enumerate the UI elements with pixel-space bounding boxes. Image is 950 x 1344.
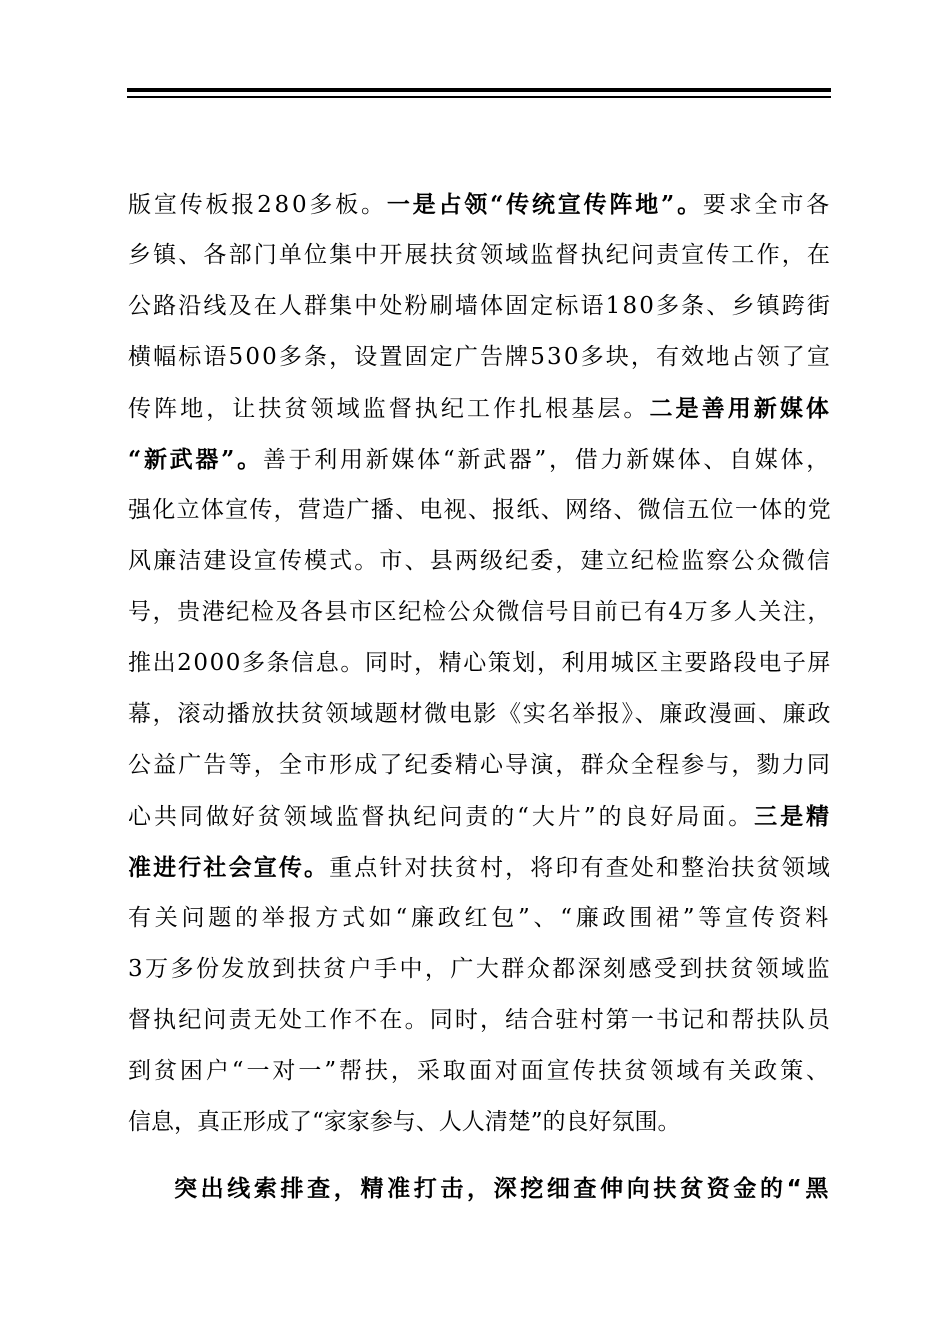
document-page xyxy=(128,179,832,1215)
text-run: 重点针对扶贫村，将印有查处和整治扶贫领域 xyxy=(329,855,832,881)
text-run: 公益广告等，全市形成了纪委精心导演，群众全程参与，勠力同 xyxy=(128,752,832,778)
paragraph-gap xyxy=(128,1148,832,1164)
text-line-content xyxy=(128,893,832,944)
text-line-content xyxy=(128,383,832,434)
text-line-content xyxy=(128,995,832,1046)
text-line-content xyxy=(128,791,832,842)
text-line xyxy=(128,842,832,893)
text-line-content xyxy=(128,689,832,740)
bold-run: “新武器”。 xyxy=(128,446,263,473)
text-line-content xyxy=(128,1097,681,1148)
text-line-content xyxy=(128,179,832,230)
text-line xyxy=(128,230,832,281)
text-run: 3万多份发放到扶贫户手中，广大群众都深刻感受到扶贫领域监 xyxy=(128,956,832,982)
text-run: 要求全市各 xyxy=(702,192,832,218)
section-heading xyxy=(128,1164,832,1215)
text-line xyxy=(128,1046,832,1097)
text-run: 有关问题的举报方式如“廉政红包”、“廉政围裙”等宣传资料 xyxy=(128,905,832,931)
text-line xyxy=(128,740,832,791)
text-line xyxy=(128,485,832,536)
text-run: 横幅标语500多条，设置固定广告牌530多块，有效地占领了宣 xyxy=(128,344,832,370)
text-line xyxy=(128,893,832,944)
text-line-content xyxy=(128,434,832,485)
text-run: 乡镇、各部门单位集中开展扶贫领域监督执纪问责宣传工作，在 xyxy=(128,242,832,268)
text-line xyxy=(128,179,832,230)
text-run: 心共同做好贫领域监督执纪问责的“大片”的良好局面。 xyxy=(128,804,755,830)
text-line xyxy=(128,638,832,689)
bold-run: 三是精 xyxy=(754,803,832,830)
text-line xyxy=(128,332,832,383)
header-rule-thick xyxy=(127,88,831,92)
text-line-content xyxy=(128,230,832,281)
text-line-content xyxy=(128,842,832,893)
text-line-content xyxy=(128,485,832,536)
text-line-content xyxy=(128,1046,832,1097)
text-line-content xyxy=(128,587,832,638)
text-line xyxy=(128,536,832,587)
text-line xyxy=(128,281,832,332)
bold-run: 准进行社会宣传。 xyxy=(128,854,330,881)
text-run: 强化立体宣传，营造广播、电视、报纸、网络、微信五位一体的党 xyxy=(128,497,832,523)
text-line-content xyxy=(128,638,832,689)
text-run: 公路沿线及在人群集中处粉刷墙体固定标语180多条、乡镇跨街 xyxy=(128,293,832,319)
text-run: 幕，滚动播放扶贫领域题材微电影《实名举报》、廉政漫画、廉政 xyxy=(128,701,832,727)
text-run: 推出2000多条信息。同时，精心策划，利用城区主要路段电子屏 xyxy=(128,650,832,676)
text-line-content xyxy=(128,536,832,587)
text-run: 信息，真正形成了“家家参与、人人清楚”的良好氛围。 xyxy=(128,1109,681,1135)
text-run: 号，贵港纪检及各县市区纪检公众微信号目前已有4万多人关注， xyxy=(128,599,832,625)
text-run: 传阵地，让扶贫领域监督执纪工作扎根基层。 xyxy=(128,396,650,422)
text-line xyxy=(128,791,832,842)
text-line xyxy=(128,587,832,638)
text-line-content xyxy=(128,281,832,332)
text-line xyxy=(128,383,832,434)
text-line xyxy=(128,434,832,485)
body-paragraph xyxy=(128,179,832,1148)
text-line xyxy=(128,944,832,995)
section-heading-text: 突出线索排查，精准打击，深挖细查伸向扶贫资金的“黑 xyxy=(174,1176,832,1202)
header-rule-thin xyxy=(127,96,831,98)
text-run: 到贫困户“一对一”帮扶，采取面对面宣传扶贫领域有关政策、 xyxy=(128,1058,832,1084)
bold-run: 一是占领“传统宣传阵地”。 xyxy=(386,191,703,218)
text-line xyxy=(128,689,832,740)
text-run: 善于利用新媒体“新武器”，借力新媒体、自媒体， xyxy=(262,447,832,473)
text-line-content xyxy=(128,332,832,383)
text-line-content xyxy=(128,740,832,791)
text-line-content xyxy=(128,944,832,995)
text-run: 版宣传板报280多板。 xyxy=(128,192,387,218)
text-run: 督执纪问责无处工作不在。同时，结合驻村第一书记和帮扶队员 xyxy=(128,1007,832,1033)
text-run: 风廉洁建设宣传模式。市、县两级纪委，建立纪检监察公众微信 xyxy=(128,548,832,574)
text-line xyxy=(128,995,832,1046)
bold-run: 二是善用新媒体 xyxy=(649,395,832,422)
text-line xyxy=(128,1097,832,1148)
